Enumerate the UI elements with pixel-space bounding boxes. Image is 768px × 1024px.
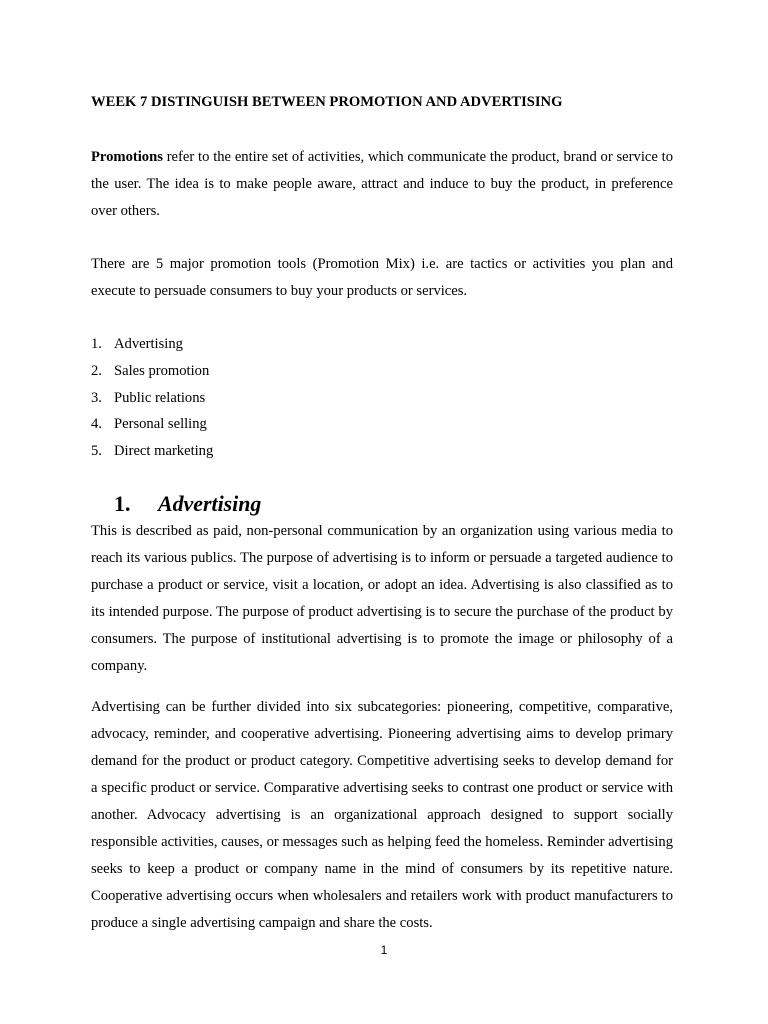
section-heading-advertising <box>91 491 673 518</box>
list-item <box>91 358 673 385</box>
list-item-label: Sales promotion <box>114 362 210 379</box>
intro-paragraph <box>91 144 673 225</box>
list-item <box>91 411 673 438</box>
section-title: Advertising <box>158 490 262 516</box>
intro-term: Promotions <box>91 149 163 165</box>
page-number: 1 <box>380 943 388 957</box>
page-content <box>91 92 673 937</box>
list-item <box>91 438 673 465</box>
page-title: WEEK 7 DISTINGUISH BETWEEN PROMOTION AND ADVERTISING <box>91 94 563 110</box>
advertising-paragraph-2: Advertising can be further divided into six subcategories: pioneering, competitive, comparative, advocacy, reminder, and cooperative advertising. Pioneering advertising aims to develop primary demand for the product or product category. Competitive advertising seeks to develop demand for a specific product or service. Comparative advertising seeks to contrast one product or service with another. Advocacy advertising is an organizational approach designed to support socially responsible activities, causes, or messages such as helping feed the homeless. Reminder advertising seeks to keep a product or company name in the mind of consumers by its repetitive nature. Cooperative advertising occurs when wholesalers and retailers work with product manufacturers to produce a single advertising campaign and share the costs. <box>91 698 673 931</box>
promotion-mix-intro: There are 5 major promotion tools (Promotion Mix) i.e. are tactics or activities you plan and execute to persuade consumers to buy your products or services. <box>91 256 673 299</box>
list-item <box>91 331 673 358</box>
intro-text: refer to the entire set of activities, which communicate the product, brand or service to the user. The idea is to make people aware, attract and induce to buy the product, in preference over others. <box>91 149 673 219</box>
list-item-label: Personal selling <box>114 416 207 433</box>
section-number: 1. <box>114 490 131 516</box>
list-item-label: Advertising <box>114 336 183 352</box>
promotion-mix-list <box>91 331 673 465</box>
advertising-paragraph-1: This is described as paid, non-personal communication by an organization using various media to reach its various publics. The purpose of advertising is to inform or persuade a targeted audience to purchase a product or service, visit a location, or adopt an idea. Advertising is also classified as to its intended purpose. The purpose of product advertising is to secure the purchase of the product by consumers. The purpose of institutional advertising is to promote the image or philosophy of a company. <box>91 522 673 674</box>
list-item-label: Public relations <box>114 389 206 406</box>
list-item-number: 3. <box>91 389 102 406</box>
list-item-number: 4. <box>91 416 102 433</box>
list-item <box>91 385 673 412</box>
list-item-number: 5. <box>91 443 102 460</box>
list-item-number: 2. <box>91 362 102 379</box>
list-item-number: 1. <box>91 336 102 352</box>
list-item-label: Direct marketing <box>114 443 214 460</box>
